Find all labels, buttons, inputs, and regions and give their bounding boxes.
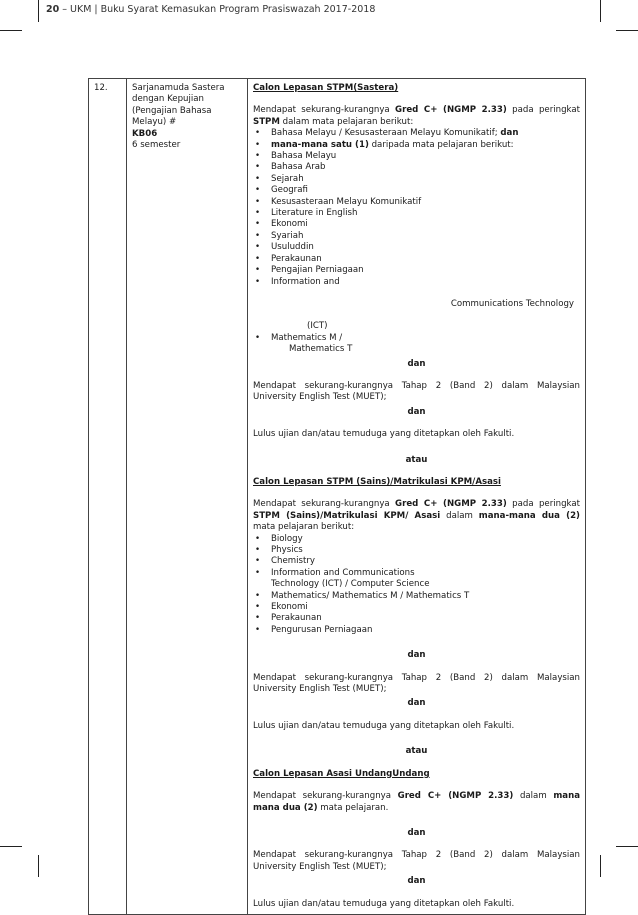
list-item: • Chemistry [253,556,580,567]
text: Communications Technology [450,298,574,309]
list-item [253,128,580,139]
list-item: • Usuluddin [253,242,580,253]
list-item: • Sejarah [253,174,580,185]
muet-requirement: Mendapat sekurang-kurangnya Tahap 2 (Band 2) dalam Malaysian University English Test (MUET); [253,672,580,695]
crop-mark [0,846,22,847]
list-item: • Syariah [253,231,580,242]
text: Mathematics T [289,344,353,355]
stpm-sains-requirement [253,499,580,533]
connector-dan: dan [407,650,426,661]
text: dalam [440,510,479,521]
text: mata pelajaran. [317,802,389,813]
grade: Gred C+ (NGMP 2.33) [395,499,507,510]
list-item: • Physics [253,545,580,556]
list-item: • Ekonomi [253,219,580,230]
text: mana mana dua (2) [253,791,580,813]
programme-cell [127,79,248,915]
text: Bahasa Melayu / Kesusasteraan Melayu Komunikatif; [271,128,501,139]
text: • Mathematics M / [271,332,343,343]
text: dalam [513,791,554,802]
level: STPM [253,116,280,127]
muet-requirement: Mendapat sekurang-kurangnya Tahap 2 (Band 2) dalam Malaysian University English Test (MUET); [253,380,580,403]
list-item: • Kesusasteraan Melayu Komunikatif [253,197,580,208]
level: STPM (Sains)/Matrikulasi KPM/ Asasi [253,510,441,521]
interview-requirement: Lulus ujian dan/atau temuduga yang ditetapkan oleh Fakulti. [253,429,515,440]
text: mana-mana dua (2) [478,510,580,521]
header-title: – UKM | Buku Syarat Kemasukan Program Prasiswazah 2017-2018 [59,4,376,15]
page-number: 20 [46,4,60,15]
text: dalam mata pelajaran berikut: [279,116,414,127]
interview-requirement: Lulus ujian dan/atau temuduga yang ditetapkan oleh Fakulti. [253,720,515,731]
text: Mendapat sekurang-kurangnya [253,791,398,802]
connector-dan: dan [407,827,426,838]
list-item: • Bahasa Melayu [253,151,580,162]
requirements-table [88,78,586,915]
text: (ICT) [307,321,328,332]
section-title-stpm-sains: Calon Lepasan STPM (Sains)/Matrikulasi KPM/Asasi [253,476,501,487]
list-item [253,277,580,333]
grade: Gred C+ (NGMP 2.33) [397,791,514,802]
section-title-asasi-undang: Calon Lepasan Asasi UndangUndang [253,768,430,779]
list-item: • Perakaunan [253,254,580,265]
list-item: • Literature in English [253,208,580,219]
connector-dan: dan [407,698,426,709]
crop-mark [600,855,601,877]
programme-code: KB06 [132,128,158,139]
section-title-stpm-sastera: Calon Lepasan STPM(Sastera) [253,83,399,93]
list-item: • Perakaunan [253,613,580,624]
list-item: • Pengurusan Perniagaan [253,625,580,636]
text: pada peringkat [506,499,580,510]
list-item: • Ekonomi [253,602,580,613]
connector-atau: atau [405,454,428,465]
programme-name: Sarjanamuda Sastera dengan Kepujian (Pengajian Bahasa Melayu) # [132,83,225,128]
spacer [253,636,580,647]
text: pada peringkat [506,105,580,116]
connector-dan: dan [407,406,426,417]
list-item: • Geografi [253,185,580,196]
row-number: 12. [89,79,127,915]
spacer [271,310,580,321]
stpm-sains-list [253,534,580,637]
interview-requirement: Lulus ujian dan/atau temuduga yang ditetapkan oleh Fakulti. [253,898,515,909]
stpm-sastera-list [253,128,580,355]
connector-dan: dan [407,876,426,887]
crop-mark [38,855,39,877]
list-item: • Biology [253,534,580,545]
asasi-undang-requirement [253,791,580,814]
text: daripada mata pelajaran berikut: [368,139,514,150]
crop-mark [616,846,638,847]
requirements-cell [248,79,586,915]
text: • Information and Communications [271,567,415,578]
stpm-sastera-requirement [253,105,580,128]
spacer [271,288,580,299]
list-item: • Mathematics/ Mathematics M / Mathematics T [253,591,580,602]
text: mana-mana satu (1) [271,139,369,150]
connector-atau: atau [405,746,428,757]
text: Mendapat sekurang-kurangnya [253,499,396,510]
text: dan [500,128,519,139]
crop-mark [38,0,39,22]
page-header [46,4,375,15]
muet-requirement: Mendapat sekurang-kurangnya Tahap 2 (Band 2) dalam Malaysian University English Test (MUET); [253,850,580,872]
spacer [253,441,580,452]
list-item [253,140,580,151]
list-item [253,333,580,356]
connector-dan: dan [407,358,426,369]
spacer [253,814,580,825]
text: Technology (ICT) / Computer Science [271,579,430,590]
crop-mark [600,0,601,22]
grade: Gred C+ (NGMP 2.33) [395,105,507,116]
spacer [253,732,580,743]
text: • Information and [271,276,340,287]
text: mata pelajaran berikut: [253,522,355,533]
list-item [253,568,580,591]
list-item: • Bahasa Arab [253,162,580,173]
text: Mendapat sekurang-kurangnya [253,105,396,116]
crop-mark [616,30,638,31]
table-row [89,79,586,915]
list-item: • Pengajian Perniagaan [253,265,580,276]
crop-mark [0,30,22,31]
programme-duration: 6 semester [132,140,181,151]
